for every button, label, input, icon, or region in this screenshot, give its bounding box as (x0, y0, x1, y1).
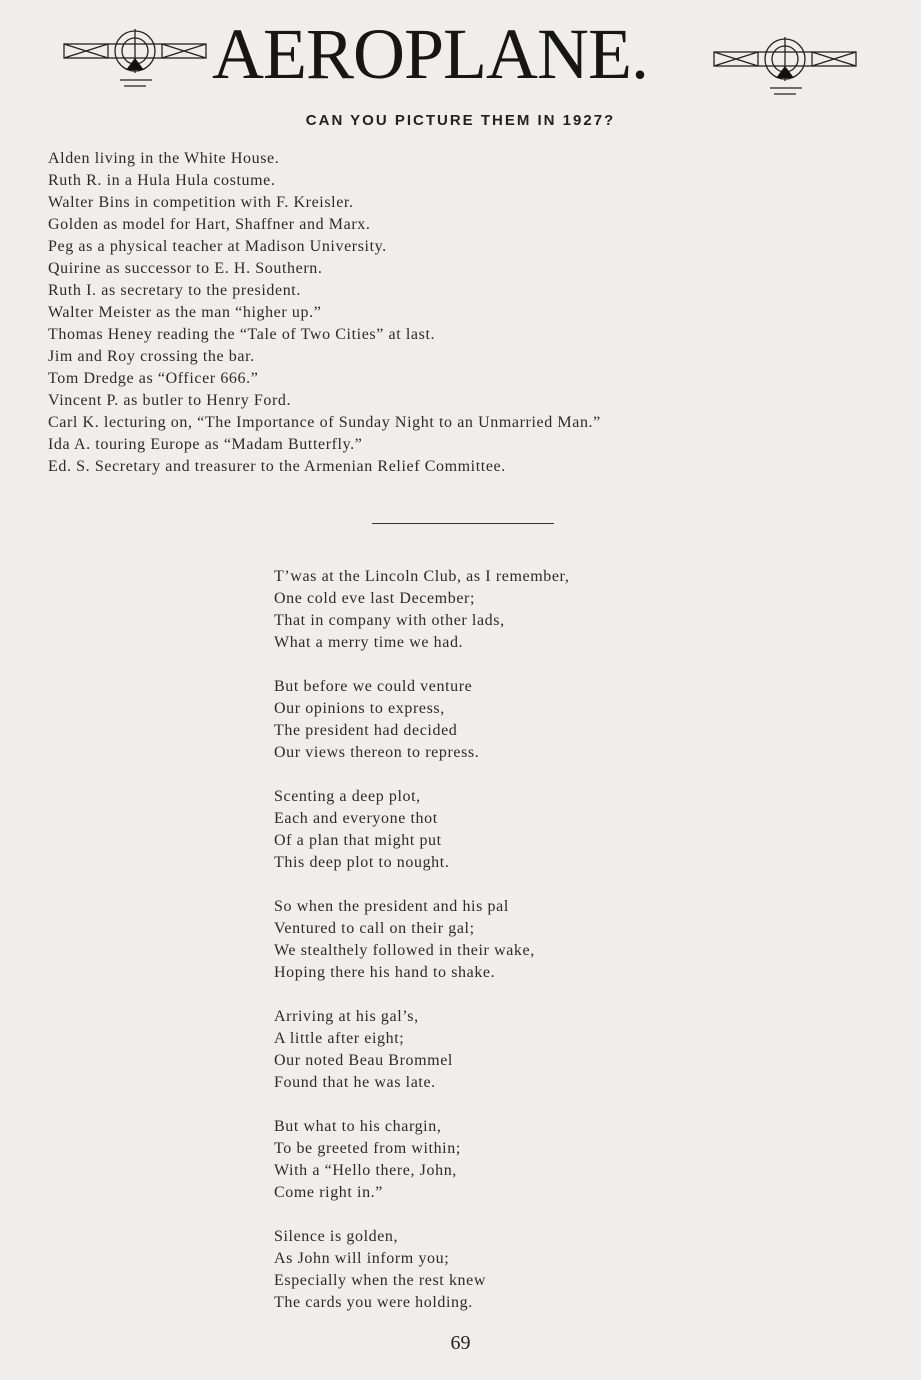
list-item: Tom Dredge as “Officer 666.” (48, 370, 259, 387)
poem-line: Our noted Beau Brommel (274, 1052, 453, 1069)
poem-line: The president had decided (274, 722, 458, 739)
poem-line: Our opinions to express, (274, 700, 445, 717)
list-item: Walter Bins in competition with F. Kreisler. (48, 194, 354, 211)
poem-stanza (274, 1116, 569, 1204)
biplane-icon (712, 32, 858, 98)
poem-stanza (274, 896, 569, 984)
poem-stanza (274, 1226, 569, 1314)
list-item: Ruth I. as secretary to the president. (48, 282, 301, 299)
section-divider (372, 523, 554, 524)
poem-line: But what to his chargin, (274, 1118, 442, 1135)
poem-line: But before we could venture (274, 678, 473, 695)
poem-line: Scenting a deep plot, (274, 788, 421, 805)
poem-line: This deep plot to nought. (274, 854, 450, 871)
poem-line: Arriving at his gal’s, (274, 1008, 419, 1025)
poem-line: What a merry time we had. (274, 634, 464, 651)
section-heading: CAN YOU PICTURE THEM IN 1927? (305, 112, 616, 129)
poem-line: T’was at the Lincoln Club, as I remember, (274, 568, 570, 585)
poem-line: Of a plan that might put (274, 832, 442, 849)
list-item: Peg as a physical teacher at Madison University. (48, 238, 387, 255)
poem-line: To be greeted from within; (274, 1140, 461, 1157)
poem-line: That in company with other lads, (274, 612, 505, 629)
list-item: Quirine as successor to E. H. Southern. (48, 260, 323, 277)
list-item: Thomas Heney reading the “Tale of Two Cities” at last. (48, 326, 436, 343)
poem-stanza (274, 566, 569, 654)
poem-line: Hoping there his hand to shake. (274, 964, 496, 981)
poem-line: As John will inform you; (274, 1250, 450, 1267)
list-item: Ida A. touring Europe as “Madam Butterfly.” (48, 436, 363, 453)
poem-line: Especially when the rest knew (274, 1272, 487, 1289)
poem-line: Ventured to call on their gal; (274, 920, 475, 937)
poem-line: With a “Hello there, John, (274, 1162, 457, 1179)
poem-line: Each and everyone thot (274, 810, 438, 827)
poem-line: A little after eight; (274, 1030, 405, 1047)
list-item: Ruth R. in a Hula Hula costume. (48, 172, 276, 189)
poem-line: Our views thereon to repress. (274, 744, 480, 761)
poem-stanza (274, 676, 569, 764)
list-item: Carl K. lecturing on, “The Importance of Sunday Night to an Unmarried Man.” (48, 414, 601, 431)
poem-line: So when the president and his pal (274, 898, 509, 915)
page-number: 69 (450, 1332, 471, 1354)
poem-line: Found that he was late. (274, 1074, 436, 1091)
poem-line: Come right in.” (274, 1184, 383, 1201)
list-item: Jim and Roy crossing the bar. (48, 348, 255, 365)
page-title: AEROPLANE. (212, 14, 648, 94)
poem-stanza (274, 786, 569, 874)
poem-line: One cold eve last December; (274, 590, 476, 607)
biplane-icon (62, 24, 208, 90)
masthead (0, 14, 921, 94)
poem (274, 566, 569, 1336)
list-item: Vincent P. as butler to Henry Ford. (48, 392, 292, 409)
list-item: Alden living in the White House. (48, 150, 280, 167)
prediction-list (48, 148, 601, 478)
poem-line: We stealthely followed in their wake, (274, 942, 535, 959)
list-item: Golden as model for Hart, Shaffner and Marx. (48, 216, 371, 233)
list-item: Ed. S. Secretary and treasurer to the Armenian Relief Committee. (48, 458, 506, 475)
poem-stanza (274, 1006, 569, 1094)
poem-line: The cards you were holding. (274, 1294, 473, 1311)
poem-line: Silence is golden, (274, 1228, 399, 1245)
list-item: Walter Meister as the man “higher up.” (48, 304, 322, 321)
